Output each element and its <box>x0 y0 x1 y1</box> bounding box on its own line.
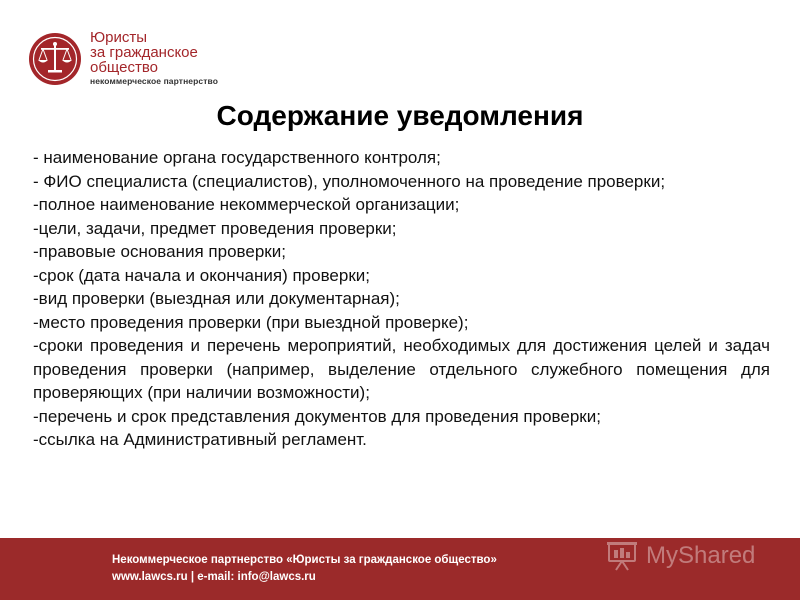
footer-contacts: www.lawcs.ru | e-mail: info@lawcs.ru <box>112 571 316 583</box>
list-item: -цели, задачи, предмет проведения проверки; <box>33 218 397 238</box>
list-item: - наименование органа государственного контроля; <box>33 148 441 167</box>
list-item: -место проведения проверки (при выездной проверке); <box>33 312 469 332</box>
footer-organization: Некоммерческое партнерство «Юристы за гражданское общество» <box>112 554 497 566</box>
logo-name-line: общество <box>90 59 158 76</box>
presentation-board-icon <box>606 541 638 571</box>
notification-content-list <box>33 146 770 452</box>
logo-subtitle: некоммерческое партнерство <box>90 76 219 86</box>
list-item: -перечень и срок представления документов для проведения проверки; <box>33 406 601 426</box>
list-item: - ФИО специалиста (специалистов), уполномоченного на проведение проверки; <box>33 171 666 191</box>
slide-title: Содержание уведомления <box>216 100 584 131</box>
footer-text <box>112 552 497 586</box>
watermark <box>606 541 776 571</box>
logo-name-line: за гражданское <box>90 44 198 61</box>
list-item: -правовые основания проверки; <box>33 242 286 261</box>
list-item: -вид проверки (выездная или документарная); <box>33 289 400 308</box>
list-item: -полное наименование некоммерческой организации; <box>33 195 460 214</box>
list-item: -срок (дата начала и окончания) проверки; <box>33 265 370 285</box>
logo-name-line: Юристы <box>90 29 148 46</box>
watermark-text: MyShared <box>646 542 756 569</box>
list-item: -ссылка на Административный регламент. <box>33 430 367 449</box>
list-item: -сроки проведения и перечень мероприятий, необходимых для достижения целей и задач проведения проверки (например, выделение отдельного служебного помещения для проверяющих (при наличии возможности); <box>33 336 770 402</box>
logo-name <box>90 30 290 75</box>
scales-of-justice-icon <box>28 32 82 86</box>
